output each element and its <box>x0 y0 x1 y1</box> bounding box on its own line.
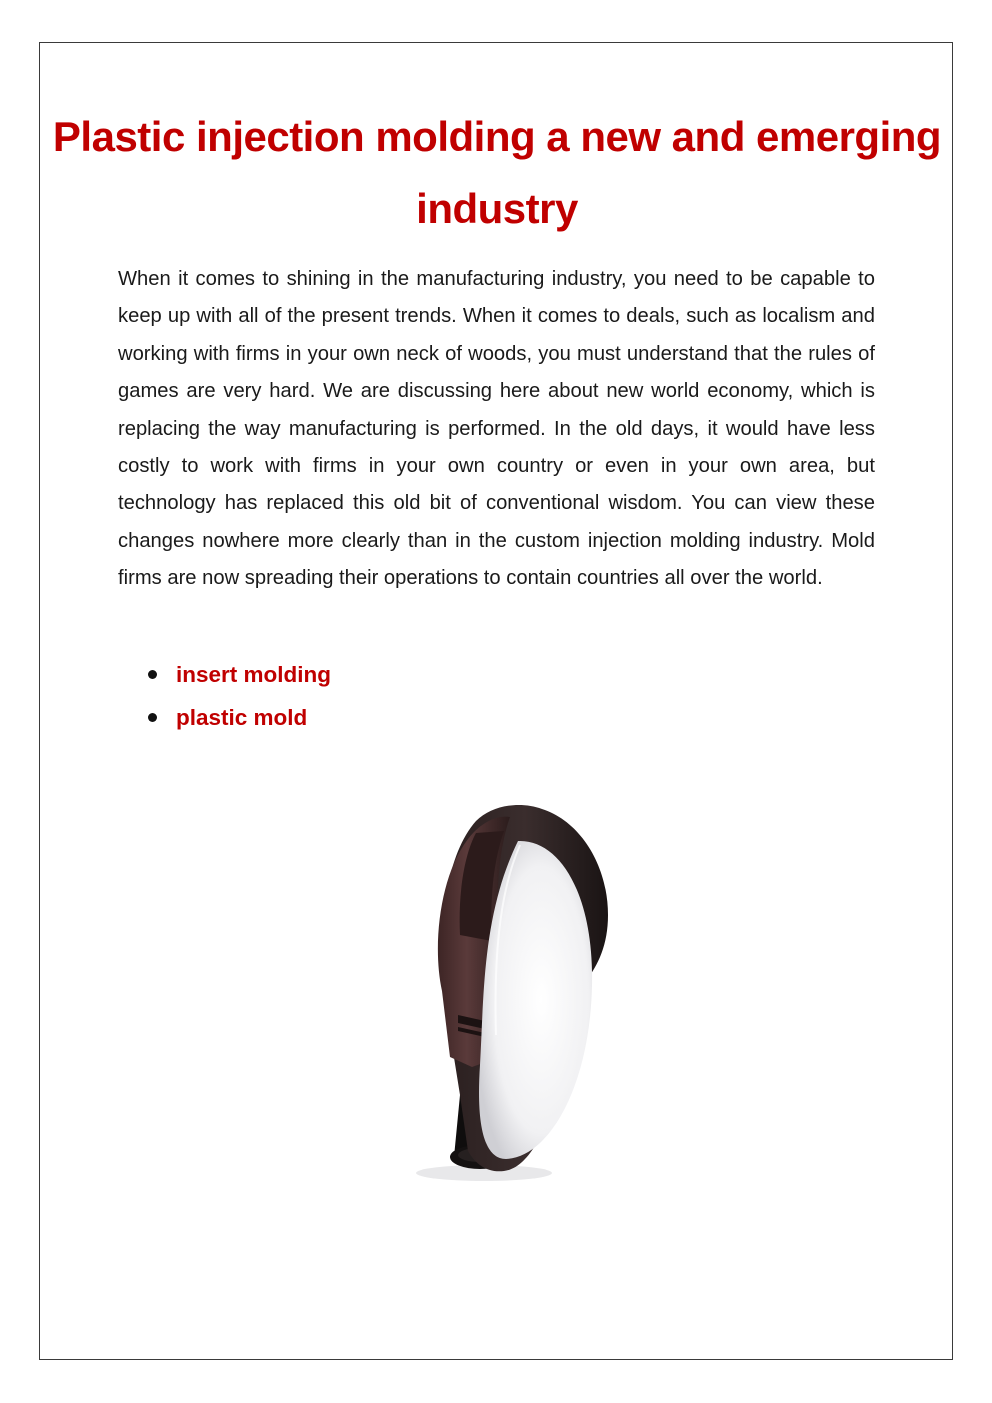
page-title: Plastic injection molding a new and emerging industry <box>52 113 942 232</box>
list-item <box>148 653 331 696</box>
document-page <box>39 42 953 1360</box>
insert-molding-link[interactable]: insert molding <box>176 662 332 687</box>
body-paragraph: When it comes to shining in the manufacturing industry, you need to be capable to keep up with all of the present trends. When it comes to deals, such as localism and working with firms in your own neck of woods, you must understand that the rules of games are very hard. We are discussing here about new world economy, which is replacing the way manufacturing is performed. In the old days, it would have less costly to work with firms in your own country or even in your own area, but technology has replaced this old bit of conventional wisdom. You can view these changes nowhere more clearly than in the custom injection molding industry. Mold firms are now spreading their operations to contain countries all over the world. <box>118 268 875 590</box>
coffee-machine-image <box>380 795 620 1185</box>
list-item <box>148 696 331 739</box>
bullet-icon <box>148 670 157 679</box>
machine-shape <box>416 805 608 1181</box>
bullet-icon <box>148 713 157 722</box>
link-list <box>148 653 331 739</box>
plastic-mold-link[interactable]: plastic mold <box>176 705 308 730</box>
